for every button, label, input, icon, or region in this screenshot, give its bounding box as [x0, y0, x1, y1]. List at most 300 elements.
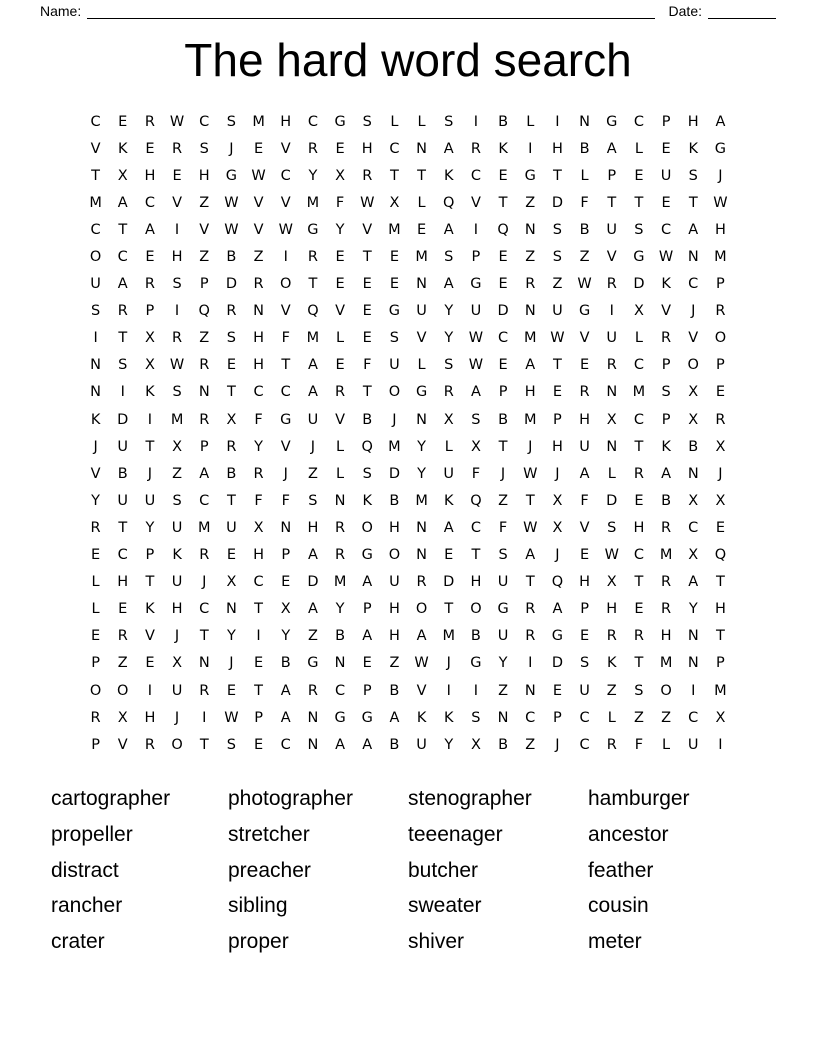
grid-letter: W [523, 465, 538, 482]
grid-letter: H [388, 519, 400, 536]
grid-letter: E [389, 249, 399, 266]
grid-letter: O [470, 601, 482, 618]
grid-letter: L [91, 574, 100, 591]
grid-letter: R [443, 384, 454, 401]
grid-letter: G [578, 303, 591, 320]
grid-letter: R [90, 519, 101, 536]
grid-letter: J [392, 411, 397, 428]
grid-letter: S [634, 682, 644, 699]
grid-letter: A [362, 628, 373, 645]
grid-letter: K [606, 655, 617, 672]
grid-letter: R [307, 682, 318, 699]
grid-letter: E [335, 276, 345, 293]
grid-letter: E [634, 601, 644, 618]
grid-letter: X [606, 411, 617, 428]
grid-letter: M [714, 682, 727, 699]
grid-letter: E [226, 547, 236, 564]
grid-letter: Y [91, 492, 100, 509]
grid-letter: V [280, 303, 291, 320]
grid-letter: T [145, 574, 155, 591]
grid-letter: U [90, 276, 101, 293]
grid-letter: W [360, 194, 375, 211]
grid-letter: C [688, 519, 699, 536]
grid-letter: R [199, 411, 210, 428]
grid-letter: X [715, 492, 726, 509]
grid-letter: C [633, 547, 644, 564]
grid-letter: J [229, 655, 234, 672]
grid-letter: U [416, 303, 427, 320]
grid-letter: N [198, 655, 210, 672]
grid-letter: P [145, 547, 155, 564]
grid-letter: M [523, 330, 537, 347]
grid-letter: H [171, 249, 183, 266]
grid-letter: N [90, 384, 101, 401]
grid-letter: A [688, 221, 699, 238]
grid-letter: E [90, 547, 101, 564]
word-list-column [228, 781, 408, 960]
grid-letter: N [687, 249, 699, 266]
grid-letter: U [552, 303, 563, 320]
grid-letter: L [526, 113, 535, 130]
grid-letter: W [224, 194, 239, 211]
grid-letter: S [444, 357, 454, 374]
grid-letter: B [661, 492, 672, 509]
grid-letter: B [280, 655, 291, 672]
grid-letter: M [388, 438, 401, 455]
grid-letter: L [662, 736, 671, 753]
grid-letter: S [471, 411, 481, 428]
grid-letter: B [579, 140, 590, 157]
grid-letter: B [117, 465, 128, 482]
grid-letter: A [443, 519, 454, 536]
grid-letter: E [362, 276, 372, 293]
grid-letter: F [281, 330, 290, 347]
grid-letter: B [389, 682, 400, 699]
grid-letter: R [661, 601, 672, 618]
grid-letter: S [308, 492, 318, 509]
grid-letter: R [90, 709, 101, 726]
grid-letter: T [254, 601, 263, 618]
grid-letter: C [199, 601, 210, 618]
grid-letter: D [225, 276, 237, 293]
grid-letter: T [118, 221, 128, 238]
grid-letter: R [606, 357, 617, 374]
grid-letter: A [525, 357, 536, 374]
grid-letter: J [174, 628, 180, 645]
grid-letter: V [90, 140, 101, 157]
grid-letter: S [389, 330, 400, 347]
grid-letter: E [444, 547, 454, 564]
grid-letter: S [226, 113, 237, 130]
grid-letter: T [634, 655, 644, 672]
grid-letter: H [253, 330, 265, 347]
grid-letter: S [172, 384, 182, 401]
grid-letter: P [580, 601, 589, 618]
grid-letter: Z [525, 736, 536, 753]
grid-letter: A [661, 465, 672, 482]
grid-letter: F [363, 357, 372, 374]
grid-letter: E [145, 140, 155, 157]
grid-letter: E [253, 140, 264, 157]
grid-letter: I [202, 709, 207, 726]
grid-letter: N [334, 492, 346, 509]
grid-letter: E [634, 167, 644, 184]
grid-letter: F [281, 492, 290, 509]
grid-letter: E [362, 303, 372, 320]
grid-letter: B [579, 221, 590, 238]
grid-letter: P [607, 167, 617, 184]
grid-letter: S [172, 276, 182, 293]
grid-letter: T [444, 601, 454, 618]
grid-letter: Y [308, 167, 318, 184]
grid-letter: E [579, 357, 590, 374]
grid-letter: E [715, 519, 725, 536]
grid-letter: C [199, 492, 210, 509]
grid-letter: U [470, 303, 482, 320]
grid-letter: A [280, 682, 291, 699]
grid-letter: A [579, 465, 590, 482]
grid-letter: R [525, 628, 536, 645]
grid-letter: X [552, 519, 563, 536]
grid-letter: E [172, 167, 182, 184]
name-fill-in-line[interactable] [87, 4, 654, 19]
grid-letter: Y [335, 601, 345, 618]
grid-letter: N [253, 303, 264, 320]
grid-letter: M [306, 194, 320, 211]
grid-letter: A [362, 736, 373, 753]
grid-letter: H [280, 113, 292, 130]
grid-letter: B [362, 411, 373, 428]
grid-letter: I [147, 411, 153, 428]
grid-letter: K [90, 411, 101, 428]
grid-letter: P [471, 249, 481, 266]
grid-letter: G [497, 601, 509, 618]
grid-letter: T [471, 547, 481, 564]
grid-letter: J [202, 574, 207, 591]
grid-letter: N [606, 384, 618, 401]
grid-letter: P [281, 547, 291, 564]
word-item: propeller [51, 822, 133, 846]
grid-letter: N [606, 438, 618, 455]
grid-letter: I [120, 384, 125, 401]
grid-letter: X [144, 357, 155, 374]
grid-letter: D [307, 574, 319, 591]
grid-letter: U [226, 519, 237, 536]
grid-letter: C [280, 384, 291, 401]
grid-letter: G [606, 113, 618, 130]
grid-letter: I [256, 628, 261, 645]
grid-letter: X [172, 655, 183, 672]
grid-letter: Y [417, 465, 426, 482]
grid-letter: C [307, 113, 318, 130]
grid-letter: H [253, 547, 265, 564]
grid-letter: K [416, 709, 427, 726]
grid-letter: H [714, 601, 726, 618]
grid-letter: Q [497, 221, 509, 238]
grid-letter: J [174, 709, 180, 726]
grid-letter: R [661, 519, 672, 536]
grid-letter: S [362, 113, 372, 130]
grid-letter: J [93, 438, 98, 455]
grid-letter: W [604, 547, 619, 564]
grid-letter: M [197, 519, 211, 536]
grid-letter: Z [307, 465, 318, 482]
grid-letter: N [280, 519, 292, 536]
date-fill-in-line[interactable] [708, 4, 776, 19]
grid-letter: X [688, 492, 699, 509]
grid-letter: U [579, 682, 590, 699]
grid-letter: B [226, 249, 237, 266]
grid-letter: Y [444, 330, 454, 347]
grid-letter: G [714, 140, 727, 157]
grid-letter: T [145, 438, 155, 455]
grid-letter: E [498, 167, 508, 184]
grid-letter: U [144, 492, 156, 509]
grid-letter: B [389, 492, 400, 509]
grid-letter: Q [198, 303, 210, 320]
grid-letter: Y [281, 628, 291, 645]
grid-letter: E [552, 682, 562, 699]
grid-letter: T [226, 384, 236, 401]
grid-letter: E [253, 736, 264, 753]
grid-letter: J [310, 438, 316, 455]
grid-letter: F [580, 492, 589, 509]
grid-letter: V [172, 194, 183, 211]
grid-letter: T [118, 519, 128, 536]
grid-letter: A [443, 276, 454, 293]
grid-letter: X [172, 438, 183, 455]
grid-letter: J [691, 303, 696, 320]
grid-letter: V [253, 194, 264, 211]
grid-letter: W [169, 113, 185, 130]
grid-letter: E [362, 655, 372, 672]
grid-letter: S [444, 249, 454, 266]
grid-letter: T [607, 194, 617, 211]
grid-letter: U [606, 330, 618, 347]
grid-letter: C [579, 709, 590, 726]
word-item: photographer [228, 787, 353, 811]
grid-letter: K [145, 384, 155, 401]
grid-letter: C [633, 411, 644, 428]
word-item: stretcher [228, 822, 310, 846]
grid-letter: M [632, 384, 646, 401]
grid-letter: N [687, 465, 699, 482]
grid-letter: S [226, 330, 237, 347]
grid-letter: L [91, 601, 100, 618]
grid-letter: C [579, 736, 590, 753]
grid-letter: H [606, 601, 618, 618]
grid-letter: T [308, 276, 318, 293]
grid-letter: B [389, 736, 400, 753]
grid-letter: Z [199, 194, 210, 211]
word-list-column [51, 781, 228, 960]
grid-letter: N [687, 628, 699, 645]
grid-letter: H [361, 140, 373, 157]
grid-letter: D [551, 655, 563, 672]
grid-letter: A [117, 276, 128, 293]
grid-letter: N [579, 113, 590, 130]
word-item: preacher [228, 858, 311, 882]
grid-letter: V [90, 465, 101, 482]
grid-letter: G [334, 709, 346, 726]
grid-letter: R [226, 438, 237, 455]
grid-letter: J [229, 140, 234, 157]
grid-letter: T [552, 167, 562, 184]
grid-letter: I [174, 221, 180, 238]
grid-letter: V [253, 221, 264, 238]
word-item: rancher [51, 894, 123, 918]
grid-letter: P [716, 655, 725, 672]
grid-letter: A [525, 547, 536, 564]
grid-letter: A [307, 384, 318, 401]
grid-letter: C [661, 221, 672, 238]
grid-letter: O [687, 357, 699, 374]
grid-letter: V [579, 330, 590, 347]
grid-letter: P [91, 655, 100, 672]
letter-grid [82, 108, 734, 758]
word-item: hamburger [588, 787, 690, 811]
grid-letter: E [90, 628, 101, 645]
grid-letter: A [389, 709, 400, 726]
grid-letter: E [498, 249, 508, 266]
grid-letter: V [199, 221, 210, 238]
grid-letter: R [226, 303, 237, 320]
grid-letter: Z [253, 249, 264, 266]
grid-letter: A [552, 601, 563, 618]
word-item: cousin [588, 894, 649, 918]
word-list [51, 781, 816, 960]
word-item: teeenager [408, 822, 503, 846]
grid-letter: C [253, 384, 264, 401]
grid-letter: S [498, 547, 508, 564]
grid-letter: M [659, 547, 673, 564]
grid-letter: V [416, 682, 427, 699]
grid-letter: R [525, 601, 536, 618]
grid-letter: G [470, 276, 482, 293]
grid-letter: P [91, 736, 100, 753]
grid-letter: X [688, 411, 699, 428]
grid-letter: K [172, 547, 182, 564]
grid-letter: C [633, 113, 644, 130]
grid-letter: R [335, 547, 346, 564]
grid-letter: R [606, 736, 617, 753]
grid-letter: E [226, 682, 236, 699]
grid-letter: J [147, 465, 153, 482]
grid-letter: J [718, 167, 723, 184]
grid-letter: I [609, 303, 614, 320]
grid-letter: C [525, 709, 536, 726]
grid-letter: K [661, 438, 671, 455]
grid-letter: B [335, 628, 346, 645]
grid-letter: R [172, 140, 183, 157]
grid-letter: P [362, 601, 372, 618]
grid-letter: W [224, 709, 239, 726]
grid-letter: P [661, 357, 671, 374]
grid-letter: H [470, 574, 482, 591]
grid-letter: R [253, 465, 264, 482]
grid-letter: M [333, 574, 347, 591]
grid-letter: N [307, 709, 319, 726]
grid-letter: N [524, 221, 536, 238]
grid-letter: E [253, 655, 264, 672]
grid-letter: U [443, 465, 455, 482]
grid-letter: G [415, 384, 428, 401]
grid-letter: Z [117, 655, 128, 672]
grid-letter: R [715, 303, 726, 320]
grid-letter: R [606, 628, 617, 645]
grid-letter: S [661, 384, 671, 401]
grid-letter: I [446, 682, 451, 699]
grid-letter: X [633, 303, 644, 320]
grid-letter: L [634, 330, 643, 347]
grid-letter: V [280, 194, 291, 211]
word-list-column [588, 781, 816, 960]
grid-letter: P [199, 438, 209, 455]
word-item: sibling [228, 894, 288, 918]
grid-letter: A [307, 601, 318, 618]
grid-letter: H [551, 140, 563, 157]
grid-letter: P [553, 411, 562, 428]
grid-letter: U [497, 574, 509, 591]
grid-letter: X [688, 547, 699, 564]
word-item: proper [228, 930, 289, 954]
grid-letter: G [307, 221, 319, 238]
grid-letter: Z [498, 492, 509, 509]
grid-letter: H [579, 574, 591, 591]
grid-letter: Y [444, 303, 454, 320]
grid-letter: Z [606, 682, 617, 699]
grid-letter: T [634, 438, 644, 455]
grid-letter: P [553, 709, 562, 726]
grid-letter: N [90, 357, 101, 374]
grid-letter: W [577, 276, 592, 293]
grid-letter: E [145, 655, 155, 672]
grid-letter: A [688, 574, 699, 591]
grid-letter: Y [444, 736, 454, 753]
grid-letter: M [170, 411, 184, 428]
word-item: stenographer [408, 787, 532, 811]
grid-letter: J [446, 655, 451, 672]
grid-letter: O [171, 736, 183, 753]
grid-letter: R [633, 628, 644, 645]
grid-letter: T [498, 438, 508, 455]
grid-letter: X [443, 411, 454, 428]
grid-letter: F [634, 736, 644, 753]
grid-letter: D [117, 411, 129, 428]
grid-letter: H [660, 628, 672, 645]
grid-letter: C [470, 519, 481, 536]
grid-letter: X [335, 167, 346, 184]
grid-letter: R [199, 682, 210, 699]
grid-letter: X [470, 736, 481, 753]
grid-letter: O [89, 682, 102, 699]
grid-letter: C [117, 547, 128, 564]
grid-letter: R [633, 465, 644, 482]
grid-letter: N [307, 736, 319, 753]
grid-letter: Z [633, 709, 644, 726]
grid-letter: E [498, 276, 508, 293]
grid-letter: X [117, 709, 128, 726]
grid-letter: H [171, 601, 183, 618]
grid-letter: E [226, 357, 236, 374]
grid-letter: Q [443, 194, 455, 211]
grid-letter: K [443, 167, 454, 184]
grid-letter: S [552, 249, 563, 266]
name-label: Name: [40, 3, 82, 19]
grid-letter: R [172, 330, 183, 347]
grid-letter: K [145, 601, 155, 618]
grid-letter: C [90, 221, 101, 238]
